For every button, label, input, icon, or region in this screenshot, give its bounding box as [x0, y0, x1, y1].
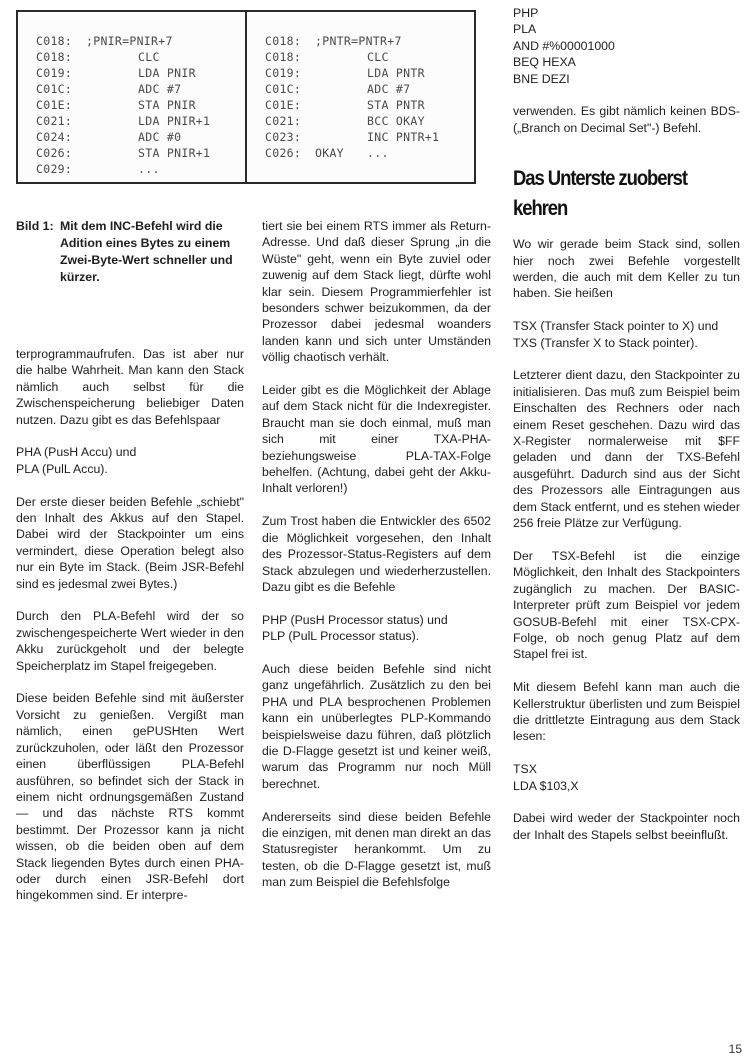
code-line: C026: STA PNIR+1 [36, 146, 211, 160]
code-listing-2 [265, 33, 439, 161]
caption-text: Mit dem INC-Befehl wird die Adition eines Bytes zu einem Zwei-Byte-Wert schneller und kürzer. [60, 219, 233, 284]
text-column-1 [16, 346, 244, 904]
instruction-item: PLA (PulL Accu). [16, 461, 108, 476]
instruction-list [262, 612, 491, 645]
text-column-2 [262, 218, 491, 891]
code-line: C024: ADC #0 [36, 130, 182, 144]
paragraph: terprogrammaufrufen. Das ist aber nur die halbe Wahrheit. Man kann den Stack nämlich auch selbst für die Zwischenspeicherung beliebiger Daten nutzen. Dazu gibt es das Befehlspaar [16, 347, 244, 427]
code-line: C018: ;PNTR=PNTR+7 [265, 34, 402, 48]
code-line: C023: INC PNTR+1 [265, 130, 440, 144]
page-number: 15 [728, 1042, 742, 1056]
paragraph: Auch diese beiden Befehle sind nicht ganz ungefährlich. Zusätzlich zu den bei PHA und PLA besprochenen Problemen kann ein unüberlegtes PLP-Kommando beispielsweise dazu führen, daß plötzlich die D-Flagge gesetzt ist und keiner weiß, warum das Programm nur noch Müll berechnet. [262, 661, 491, 791]
code-line: LDA $103,X [513, 778, 579, 793]
paragraph: Wo wir gerade beim Stack sind, sollen hier noch zwei Befehle vorgestellt werden, die auch mit dem Keller zu tun haben. Sie heißen [513, 237, 740, 301]
instruction-item: PHA (PusH Accu) und [16, 445, 137, 460]
paragraph: Der erste dieser beiden Befehle „schiebt" den Inhalt des Akkus auf den Stapel. Dabei wird der Stackpointer um eins vermindert, diese Operation belegt also nur ein Byte im Stack. (Beim JSR-Befehl sind es jedesmal zwei Bytes.) [16, 494, 244, 591]
paragraph: Mit diesem Befehl kann man auch die Kellerstruktur überlisten und zum Beispiel die drittletzte Eintragung aus dem Stack lesen: [513, 680, 740, 744]
caption-label: Bild 1: [16, 219, 54, 233]
paragraph: Leider gibt es die Möglichkeit der Ablage auf dem Stack nicht für die Indexregister. Braucht man sie doch einmal, muß man sich mit einer TXA-PHA- beziehungsweise PLA-TAX-Folge behelfen. (Achtung, dabei geht der Akku-Inhalt verloren!) [262, 383, 491, 496]
code-line: C019: LDA PNTR [265, 66, 425, 80]
instruction-item: TXS (Transfer X to Stack pointer). [513, 335, 698, 350]
code-line: C026: OKAY ... [265, 146, 389, 160]
code-line: BEQ HEXA [513, 55, 576, 70]
code-line: PHP [513, 6, 539, 20]
paragraph: verwenden. Es gibt nämlich keinen BDS- („Branch on Decimal Set"-) Befehl. [513, 104, 740, 135]
paragraph: Dabei wird weder der Stackpointer noch der Inhalt des Stapels selbst beeinflußt. [513, 811, 740, 842]
instruction-item: TSX (Transfer Stack pointer to X) und [513, 319, 719, 334]
code-snippet [513, 5, 740, 87]
code-line: C018: ;PNIR=PNIR+7 [36, 34, 173, 48]
code-line: C029: ... [36, 162, 160, 176]
paragraph: Andererseits sind diese beiden Befehle die einzigen, mit denen man direkt an das Statusregister herankommt. Um zu testen, ob die D-Flagge gesetzt ist, muß man zum Beispiel die Befehlsfolge [262, 809, 491, 890]
code-listing-box-2 [245, 10, 476, 184]
paragraph: Durch den PLA-Befehl wird der so zwischengespeicherte Wert wieder in den Akku zurückgeholt und der belegte Speicherplatz im Stapel freigegeben. [16, 609, 244, 673]
instruction-item: PHP (PusH Processor status) und [262, 612, 448, 627]
paragraph: Diese beiden Befehle sind mit äußerster Vorsicht zu genießen. Vergißt man nämlich, einen gePUSHten Wert zurückzuholen, oder läßt den Prozessor einen überflüssigen PLA-Befehl ausführen, so befindet sich der Stack in einem nicht ordnungsgemäßen Zustand — und das nächste RTS kommt bestimmt. Der Prozessor kann ja nicht wissen, ob die beiden oben auf dem Stack liegenden Bytes durch einen PHA- oder durch einen JSR-Befehl dort hingekommen sind. Er interpre- [16, 691, 244, 903]
section-heading: Das Unterste zuoberst kehren [513, 167, 687, 221]
instruction-item: PLP (PulL Processor status). [262, 629, 420, 644]
paragraph: tiert sie bei einem RTS immer als Return-Adresse. Und daß dieser Sprung „in die Wüste" geht, wenn ein Byte zuviel oder zuwenig auf dem Stack liegt, dürfte wohl klar sein. Diesem Programmierfehler ist besonders schwer beizukommen, da der Prozessor dabei jedesmal woanders landen kann und sich unter Umständen völlig chaotisch verhält. [262, 219, 491, 365]
instruction-list [513, 318, 740, 351]
code-line: C021: LDA PNIR+1 [36, 114, 211, 128]
code-listing-1 [36, 33, 210, 177]
instruction-list [16, 444, 244, 477]
code-line: C01C: ADC #7 [265, 82, 411, 96]
code-line: BNE DEZI [513, 71, 570, 86]
code-line: C018: CLC [36, 50, 160, 64]
code-line: C021: BCC OKAY [265, 114, 425, 128]
figure-caption [16, 218, 246, 286]
paragraph: Letzterer dient dazu, den Stackpointer zu initialisieren. Das muß zum Beispiel beim Einschalten des Rechners oder nach einem Reset geschehen. Dazu wird das X-Register normalerweise mit $FF geladen und dann der TXS-Befehl ausgeführt. Dadurch sind aus der Sicht des Prozessors alle Eintragungen aus dem Stack entfernt, und es stehen wieder 256 freie Plätze zur Verfügung. [513, 368, 740, 531]
code-line: AND #%00001000 [513, 38, 615, 53]
text-column-3 [513, 5, 740, 843]
code-snippet [513, 761, 740, 794]
code-line: C019: LDA PNIR [36, 66, 196, 80]
code-line: C018: CLC [265, 50, 389, 64]
code-line: TSX [513, 762, 537, 777]
paragraph: Der TSX-Befehl ist die einzige Möglichkeit, den Inhalt des Stackpointers zugänglich zu machen. Der BASIC-Interpreter prüft zum Beispiel vor jedem GOSUB-Befehl mit einer TSX-CPX-Folge, ob noch genug Platz auf dem Stapel frei ist. [513, 548, 740, 662]
paragraph: Zum Trost haben die Entwickler des 6502 die Möglichkeit vorgesehen, den Inhalt des Prozessor-Status-Registers auf dem Stack abzulegen und wiederherzustellen. Dazu gibt es die Befehle [262, 514, 491, 594]
code-line: C01E: STA PNTR [265, 98, 425, 112]
code-line: C01E: STA PNIR [36, 98, 196, 112]
code-line: PLA [513, 22, 537, 37]
code-line: C01C: ADC #7 [36, 82, 182, 96]
code-listing-box-1 [16, 10, 246, 184]
